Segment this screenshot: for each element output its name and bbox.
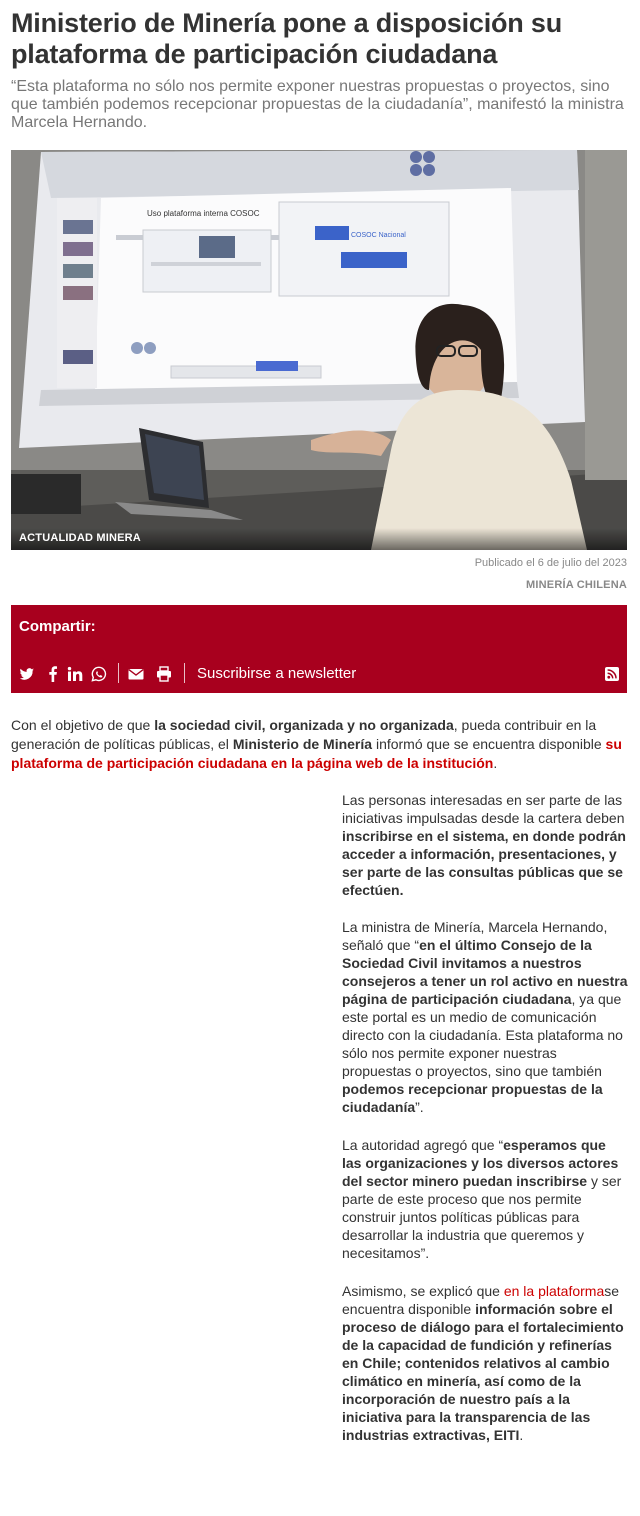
body-paragraph-3 [342,1136,628,1262]
body-paragraph-2 [342,918,628,1116]
platform-link[interactable]: su plataforma de participación ciudadana en la página web de la institución [11,736,622,771]
article-lead: “Esta plataforma no sólo nos permite exponer nuestras propuestas o proyectos, sino que también podemos recepcionar propuestas de la ciudadanía”, manifestó la ministra Marcela Hernando. [11,78,624,131]
slide-logo-text: COSOC Nacional [351,232,406,239]
paragraph-text: . [519,1427,524,1443]
print-icon[interactable] [156,666,172,682]
photo-illustration [11,150,627,550]
article-intro [11,716,623,773]
newsletter-link[interactable]: Suscribirse a newsletter [197,665,357,682]
publication-source: MINERÍA CHILENA [526,579,627,591]
slide-title-text: Uso plataforma interna COSOC [147,209,260,218]
twitter-icon[interactable] [19,666,35,682]
paragraph-text: ”. [415,1099,424,1115]
intro-text: Con el objetivo de que [11,717,155,733]
whatsapp-icon[interactable] [91,666,107,682]
article-photo[interactable] [11,150,627,550]
body-paragraph-1 [342,791,628,899]
intro-text: . [493,755,498,771]
paragraph-text: se encuentra disponible [342,1283,620,1317]
body-paragraph-4 [342,1282,628,1444]
article-headline: Ministerio de Minería pone a disposición su plataforma de participación ciudadana [11,8,562,69]
publication-date: Publicado el 6 de julio del 2023 [474,557,627,569]
photo-caption: ACTUALIDAD MINERA [11,528,627,550]
paragraph-text: La ministra de Minería, Marcela Hernando, señaló que “ [342,919,608,953]
linkedin-icon[interactable] [67,666,83,682]
paragraph-bold: esperamos que las organizaciones y los diversos actores del sector minero puedan inscribirse [342,1137,619,1189]
paragraph-bold: inscribirse en el sistema, en donde podrán acceder a información, presentaciones, y ser parte de las consultas públicas que se efectúen. [342,828,626,898]
paragraph-bold: información sobre el proceso de diálogo para el fortalecimiento de la capacidad de fundición y refinerías en Chile; contenidos relativos al cambio climático en minería, así como de la incorporación de nuestro país a la iniciativa para la transparencia de las industrias extractivas, EITI [342,1301,624,1443]
intro-text: , pueda contribuir en la generación de políticas públicas, el [11,717,597,752]
share-actions [19,663,619,687]
share-divider [184,663,185,683]
paragraph-text: Asimismo, se explicó que [342,1283,504,1299]
intro-bold: Ministerio de Minería [232,736,373,752]
paragraph-text: Las personas interesadas en ser parte de las iniciativas impulsadas desde la cartera deben [342,792,625,826]
rss-icon[interactable] [605,667,619,681]
facebook-icon[interactable] [45,666,61,682]
intro-bold: la sociedad civil, organizada y no organizada [154,717,454,733]
share-title: Compartir: [19,618,96,635]
intro-text: informó que se encuentra disponible [372,736,606,752]
paragraph-bold: en el último Consejo de la Sociedad Civil invitamos a nuestros consejeros a tener un rol activo en nuestra página de participación ciudadana [342,937,628,1007]
platform-inline-link[interactable]: en la plataforma [503,1283,605,1299]
envelope-icon[interactable] [128,666,144,682]
paragraph-text: La autoridad agregó que “ [342,1137,504,1153]
paragraph-text: y ser parte de este proceso que nos permite construir juntos políticas públicas para desarrollar la industria que queremos y necesitamos”. [342,1173,622,1261]
paragraph-text: , ya que este portal es un medio de comunicación directo con la ciudadanía. Esta plataforma no sólo nos permite exponer nuestras propuestas o proyectos, sino que también [342,991,623,1079]
share-bar [11,605,627,693]
share-divider [118,663,119,683]
paragraph-bold: podemos recepcionar propuestas de la ciudadanía [342,1081,603,1115]
